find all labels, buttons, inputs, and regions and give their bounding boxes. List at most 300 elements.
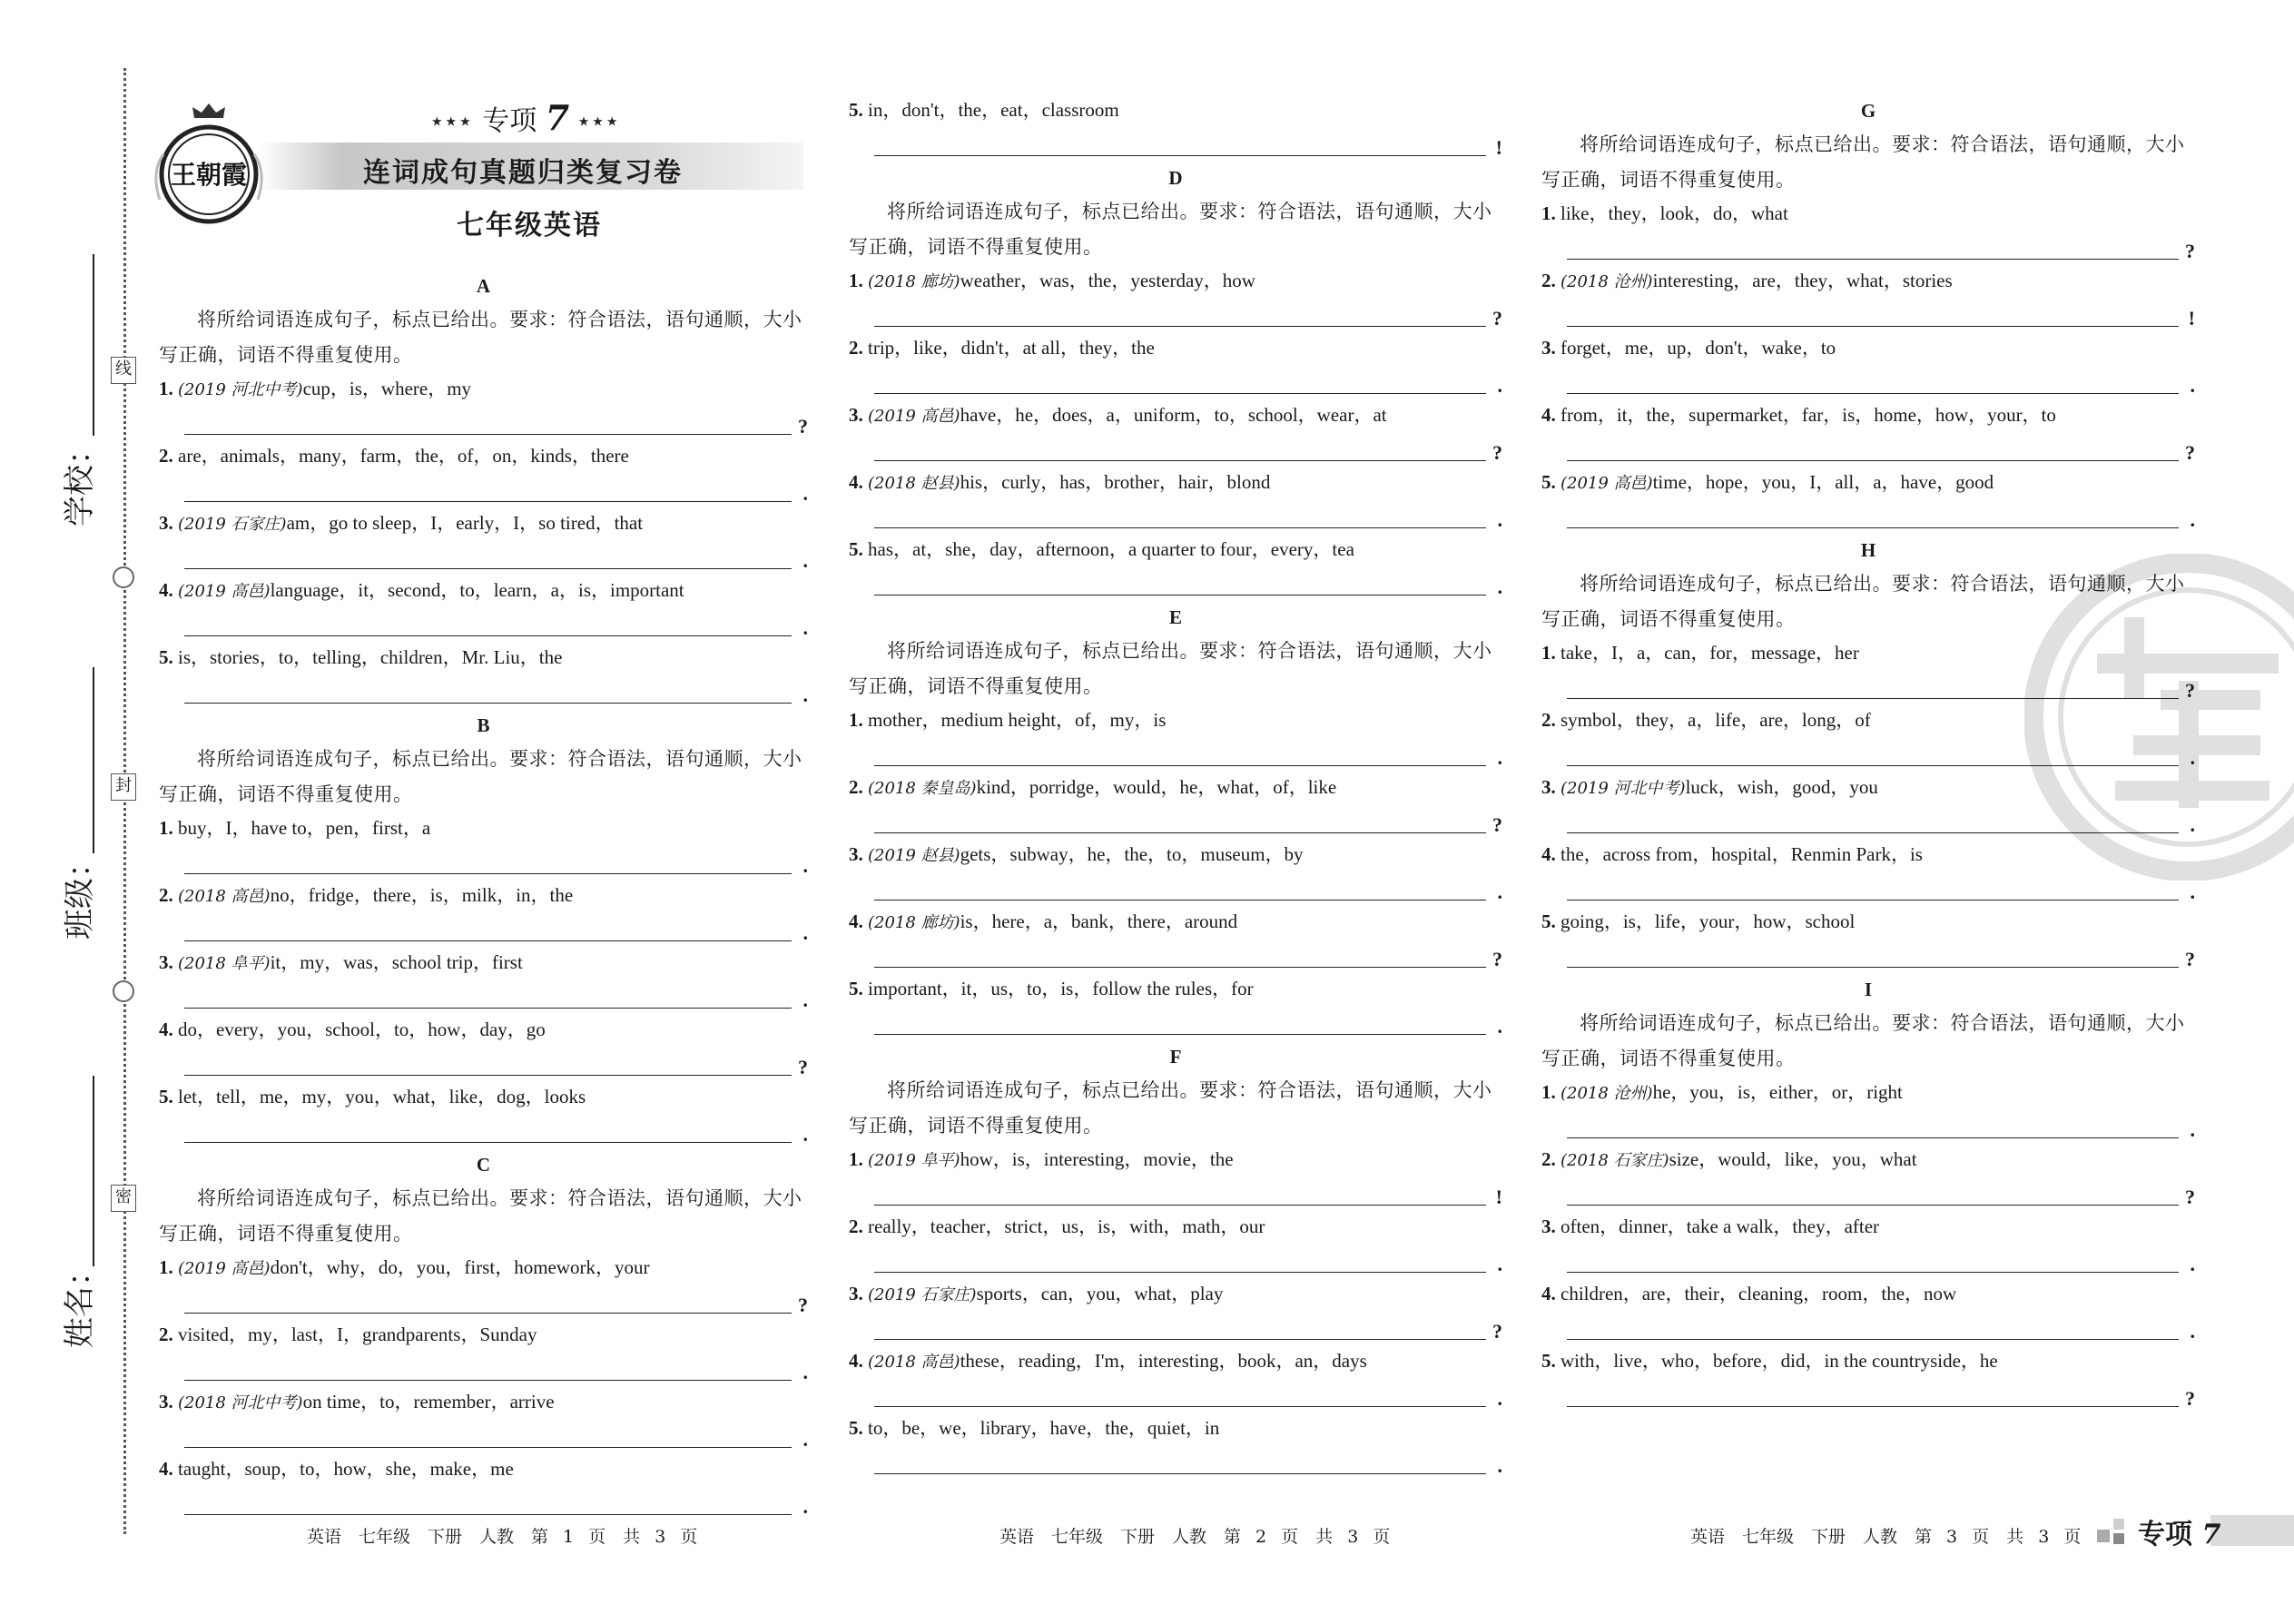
answer-line[interactable]	[874, 1272, 1486, 1273]
question-number: 3.	[1541, 337, 1556, 359]
question-words: sports，can，you，what，play	[976, 1283, 1224, 1304]
question-source: (2019 河北中考)	[178, 380, 303, 399]
end-punctuation: ?	[2185, 1387, 2195, 1410]
answer-line[interactable]	[874, 393, 1486, 394]
question-item	[159, 947, 808, 978]
answer-line[interactable]	[874, 1473, 1486, 1474]
question-item	[159, 1252, 808, 1283]
answer-blank[interactable]	[849, 430, 1502, 467]
answer-blank[interactable]	[159, 471, 808, 507]
question-words: weather，was，the，yesterday，how	[960, 270, 1255, 291]
answer-blank[interactable]	[159, 1283, 808, 1319]
answer-line[interactable]	[1567, 1137, 2179, 1138]
question-words: kind，porridge，would，he，what，of，like	[976, 776, 1337, 798]
end-punctuation: .	[802, 482, 808, 505]
question-words: has，at，she，day，afternoon，a quarter to four，every，tea	[868, 538, 1354, 560]
answer-blank[interactable]	[849, 565, 1502, 601]
question-item	[159, 440, 808, 471]
question-words: don't，why，do，you，first，homework，your	[270, 1256, 650, 1278]
answer-blank[interactable]	[849, 735, 1502, 772]
end-punctuation: !	[2188, 307, 2195, 330]
end-punctuation: .	[802, 989, 808, 1011]
question-item	[1541, 1144, 2195, 1175]
answer-line[interactable]	[874, 1406, 1486, 1407]
answer-blank[interactable]	[159, 404, 808, 440]
name-field[interactable]	[54, 1076, 109, 1348]
end-punctuation: .	[1497, 881, 1502, 903]
question-number: 3.	[849, 404, 863, 426]
answer-line[interactable]	[874, 460, 1486, 461]
answer-blank[interactable]	[159, 1112, 808, 1148]
question-number: 3.	[1541, 776, 1556, 798]
question-number: 2.	[159, 445, 173, 467]
end-punctuation: .	[2190, 813, 2195, 836]
question-item	[1541, 637, 2195, 668]
answer-blank[interactable]	[159, 1484, 808, 1521]
logo-lettering: 王朝霞	[170, 160, 248, 190]
question-item	[159, 1081, 808, 1112]
question-number: 4.	[849, 471, 863, 493]
answer-blank[interactable]	[849, 125, 1502, 162]
question-item	[159, 1014, 808, 1045]
question-number: 2.	[1541, 709, 1556, 731]
section-instruction: 将所给词语连成句子，标点已给出。要求：符合语法，语句通顺，大小写正确，词语不得重复使用。	[849, 1079, 1492, 1137]
question-words: is，here，a，bank，there，around	[960, 910, 1238, 932]
end-punctuation: .	[2190, 374, 2195, 397]
question-item	[1541, 772, 2195, 802]
question-number: 4.	[159, 579, 173, 601]
answer-line[interactable]	[874, 765, 1486, 766]
end-punctuation: .	[2190, 746, 2195, 769]
special-badge	[431, 97, 620, 138]
question-words: luck，wish，good，you	[1685, 776, 1878, 798]
question-words: forget，me，up，don't，wake，to	[1561, 337, 1836, 359]
question-number: 1.	[849, 1148, 863, 1170]
question-item	[849, 265, 1502, 296]
question-item	[1541, 704, 2195, 735]
answer-blank[interactable]	[1541, 1242, 2195, 1278]
question-words: taught，soup，to，how，she，make，me	[178, 1458, 514, 1480]
question-item	[159, 1386, 808, 1417]
question-words: is，stories，to，telling，children，Mr. Liu，the	[178, 646, 563, 668]
question-words: gets，subway，he，the，to，museum，by	[960, 843, 1304, 865]
question-source: (2019 高邑)	[1561, 474, 1653, 493]
end-punctuation: .	[1497, 1015, 1502, 1038]
question-item	[849, 839, 1502, 870]
answer-blank[interactable]	[1541, 802, 2195, 839]
end-punctuation: .	[1497, 1387, 1502, 1410]
question-words: really，teacher，strict，us，is，with，math，our	[868, 1216, 1265, 1237]
seal-char-xian: 线	[111, 357, 136, 384]
question-source: (2018 赵县)	[868, 474, 960, 493]
question-words: trip，like，didn't，at all，they，the	[868, 337, 1155, 359]
answer-line[interactable]	[874, 1034, 1486, 1035]
question-item	[849, 772, 1502, 802]
question-item	[849, 1211, 1502, 1242]
end-punctuation: .	[2190, 508, 2195, 531]
question-words: symbol，they，a，life，are，long，of	[1561, 709, 1871, 731]
end-punctuation: ?	[2185, 1186, 2195, 1208]
answer-line[interactable]	[1567, 1339, 2179, 1340]
school-line[interactable]	[93, 254, 94, 436]
question-number: 1.	[159, 1256, 173, 1278]
answer-blank[interactable]	[159, 538, 808, 575]
answer-line[interactable]	[1567, 527, 2179, 528]
answer-blank[interactable]	[849, 1004, 1502, 1040]
section-title: G	[1860, 100, 1876, 122]
question-source: (2018 沧州)	[1561, 1084, 1653, 1103]
answer-line[interactable]	[184, 1142, 792, 1143]
end-punctuation: .	[1497, 576, 1502, 598]
answer-line[interactable]	[1567, 765, 2179, 766]
school-field[interactable]	[54, 254, 109, 527]
answer-line[interactable]	[1567, 832, 2179, 833]
question-item	[849, 906, 1502, 937]
section-title: H	[1860, 539, 1876, 561]
answer-blank[interactable]	[849, 296, 1502, 332]
question-words: his，curly，has，brother，hair，blond	[960, 471, 1271, 493]
answer-blank[interactable]	[849, 802, 1502, 839]
answer-line[interactable]	[1567, 326, 2179, 327]
section-instruction: 将所给词语连成句子，标点已给出。要求：符合语法，语句通顺，大小写正确，词语不得重复使用。	[1541, 1012, 2185, 1069]
question-item	[849, 704, 1502, 735]
class-label: 班级：	[62, 847, 98, 940]
answer-line[interactable]	[184, 1313, 792, 1314]
question-words: in，don't，the，eat，classroom	[868, 99, 1119, 121]
answer-line[interactable]	[184, 501, 792, 502]
answer-blank[interactable]	[1541, 430, 2195, 467]
question-words: do，every，you，school，to，how，day，go	[178, 1019, 546, 1040]
answer-blank[interactable]	[849, 1242, 1502, 1278]
answer-line[interactable]	[874, 900, 1486, 901]
end-punctuation: ?	[798, 1294, 808, 1316]
answer-line[interactable]	[184, 568, 792, 569]
question-item	[1541, 839, 2195, 870]
answer-blank[interactable]	[1541, 735, 2195, 772]
end-punctuation: ?	[1492, 948, 1502, 970]
column-1	[159, 270, 808, 1521]
question-source: (2018 廊坊)	[868, 913, 960, 932]
school-label: 学校：	[62, 434, 98, 527]
answer-blank[interactable]	[159, 843, 808, 880]
question-number: 3.	[849, 1283, 863, 1304]
question-number: 1.	[1541, 202, 1556, 224]
binding-margin	[0, 0, 150, 1624]
question-number: 5.	[849, 1417, 863, 1439]
section-instruction: 将所给词语连成句子，标点已给出。要求：符合语法，语句通顺，大小写正确，词语不得重复使用。	[849, 640, 1492, 697]
section-title: A	[476, 275, 491, 297]
question-number: 4.	[159, 1458, 173, 1480]
question-number: 2.	[1541, 270, 1556, 291]
question-source: (2019 阜平)	[868, 1151, 960, 1170]
answer-line[interactable]	[1567, 1406, 2179, 1407]
answer-line[interactable]	[874, 832, 1486, 833]
footer-page-3: 英语 七年级 下册 人教 第 3 页 共 3 页	[1690, 1527, 2082, 1547]
end-punctuation: .	[802, 549, 808, 572]
answer-line[interactable]	[184, 1008, 792, 1009]
question-number: 2.	[159, 884, 173, 906]
answer-line[interactable]	[184, 635, 792, 636]
answer-line[interactable]	[1567, 1272, 2179, 1273]
question-number: 1.	[159, 817, 173, 839]
end-punctuation: .	[802, 684, 808, 706]
end-punctuation: ?	[798, 1056, 808, 1078]
answer-line[interactable]	[874, 155, 1486, 156]
section-title: E	[1168, 606, 1182, 628]
question-words: he，you，is，either，or，right	[1652, 1081, 1903, 1103]
end-punctuation: .	[802, 616, 808, 639]
question-source: (2019 高邑)	[868, 407, 960, 426]
answer-line[interactable]	[874, 1205, 1486, 1206]
star-icon: ★★★	[431, 114, 474, 130]
end-punctuation: ?	[1492, 1320, 1502, 1343]
question-words: cup，is，where，my	[302, 378, 472, 399]
question-number: 2.	[849, 1216, 863, 1237]
answer-blank[interactable]	[1541, 363, 2195, 399]
seal-dot	[113, 566, 134, 588]
end-punctuation: ?	[2185, 679, 2195, 702]
class-line[interactable]	[93, 667, 94, 853]
question-number: 1.	[849, 709, 863, 731]
question-item	[159, 575, 808, 605]
question-number: 2.	[1541, 1148, 1556, 1170]
answer-line[interactable]	[1567, 900, 2179, 901]
section-instruction: 将所给词语连成句子，标点已给出。要求：符合语法，语句通顺，大小写正确，词语不得重复使用。	[159, 748, 802, 805]
question-source: (2018 石家庄)	[1561, 1151, 1669, 1170]
answer-line[interactable]	[184, 940, 792, 941]
end-punctuation: ?	[2185, 948, 2195, 970]
corner-band	[2210, 1515, 2294, 1546]
question-item	[849, 1144, 1502, 1175]
question-item	[849, 1345, 1502, 1376]
question-source: (2019 赵县)	[868, 846, 960, 865]
question-item	[1541, 1345, 2195, 1376]
name-line[interactable]	[93, 1076, 94, 1266]
end-punctuation: .	[1497, 746, 1502, 769]
question-item	[1541, 906, 2195, 937]
corner-label	[2138, 1511, 2220, 1551]
corner-label-number: 7	[2201, 1519, 2221, 1550]
answer-line[interactable]	[874, 527, 1486, 528]
answer-blank[interactable]	[1541, 1175, 2195, 1211]
section-title: I	[1864, 979, 1873, 1000]
end-punctuation: ?	[798, 415, 808, 438]
question-item	[1541, 1211, 2195, 1242]
answer-line[interactable]	[874, 967, 1486, 968]
answer-blank[interactable]	[849, 497, 1502, 534]
answer-line[interactable]	[1567, 259, 2179, 260]
question-number: 5.	[159, 646, 173, 668]
answer-blank[interactable]	[849, 1175, 1502, 1211]
question-number: 5.	[159, 1086, 173, 1107]
answer-line[interactable]	[184, 1075, 792, 1076]
answer-blank[interactable]	[849, 1376, 1502, 1412]
answer-line[interactable]	[1567, 967, 2179, 968]
end-punctuation: .	[1497, 508, 1502, 531]
question-number: 5.	[1541, 471, 1556, 493]
main-title: 连词成句真题归类复习卷	[363, 157, 683, 189]
end-punctuation: .	[2190, 1118, 2195, 1141]
question-words: language，it，second，to，learn，a，is，important	[270, 579, 684, 601]
end-punctuation: .	[1497, 1253, 1502, 1275]
question-source: (2018 河北中考)	[178, 1393, 303, 1412]
answer-blank[interactable]	[1541, 1376, 2195, 1412]
question-item	[849, 332, 1502, 363]
answer-blank[interactable]	[1541, 1309, 2195, 1345]
question-words: no，fridge，there，is，milk，in，the	[270, 884, 574, 906]
sub-title: 七年级英语	[457, 210, 602, 241]
question-words: going，is，life，your，how，school	[1561, 910, 1856, 932]
section-instruction: 将所给词语连成句子，标点已给出。要求：符合语法，语句通顺，大小写正确，词语不得重复使用。	[159, 1187, 802, 1245]
question-number: 4.	[1541, 1283, 1556, 1304]
question-source: (2019 高邑)	[178, 582, 271, 601]
end-punctuation: ?	[1492, 441, 1502, 464]
answer-blank[interactable]	[159, 978, 808, 1014]
question-number: 2.	[159, 1324, 173, 1345]
answer-blank[interactable]	[1541, 229, 2195, 265]
question-number: 1.	[1541, 642, 1556, 664]
answer-blank[interactable]	[849, 937, 1502, 973]
answer-line[interactable]	[874, 1339, 1486, 1340]
end-punctuation: .	[802, 1495, 808, 1518]
class-field[interactable]	[54, 667, 109, 940]
question-number: 1.	[159, 378, 173, 399]
end-punctuation: !	[1495, 136, 1502, 159]
answer-blank[interactable]	[1541, 668, 2195, 704]
end-punctuation: .	[802, 1361, 808, 1383]
publisher-logo	[154, 100, 263, 231]
question-number: 3.	[849, 843, 863, 865]
question-item	[849, 534, 1502, 565]
end-punctuation: ?	[2185, 240, 2195, 262]
question-number: 1.	[849, 270, 863, 291]
cut-line	[123, 68, 126, 1534]
question-source: (2018 廊坊)	[868, 272, 960, 291]
answer-line[interactable]	[1567, 393, 2179, 394]
special-number: 7	[545, 97, 570, 138]
section-instruction: 将所给词语连成句子，标点已给出。要求：符合语法，语句通顺，大小写正确，词语不得重复使用。	[1541, 133, 2185, 191]
question-item	[159, 642, 808, 673]
answer-line[interactable]	[184, 703, 792, 704]
question-item	[849, 399, 1502, 430]
question-words: interesting，are，they，what，stories	[1652, 270, 1953, 291]
question-number: 2.	[849, 337, 863, 359]
answer-line[interactable]	[874, 326, 1486, 327]
question-number: 3.	[159, 951, 173, 973]
question-words: how，is，interesting，movie，the	[960, 1148, 1234, 1170]
answer-line[interactable]	[184, 1447, 792, 1448]
special-label: 专项	[482, 105, 537, 137]
question-item	[159, 507, 808, 538]
name-label: 姓名：	[62, 1255, 98, 1348]
question-source: (2019 石家庄)	[868, 1285, 977, 1304]
answer-blank[interactable]	[159, 1417, 808, 1453]
answer-blank[interactable]	[849, 363, 1502, 399]
question-words: visited，my，last，I，grandparents，Sunday	[178, 1324, 537, 1345]
section-title: C	[476, 1154, 491, 1176]
answer-blank[interactable]	[849, 1309, 1502, 1345]
section-instruction: 将所给词语连成句子，标点已给出。要求：符合语法，语句通顺，大小写正确，词语不得重复使用。	[849, 201, 1492, 258]
question-item	[1541, 198, 2195, 229]
question-words: important，it，us，to，is，follow the rules，for	[868, 978, 1254, 999]
star-icon: ★★★	[577, 114, 621, 130]
question-source: (2018 高邑)	[178, 887, 271, 906]
question-source: (2018 阜平)	[178, 954, 271, 973]
question-words: are，animals，many，farm，the，of，on，kinds，there	[178, 445, 629, 467]
column-2	[849, 94, 1502, 1480]
question-words: on time，to，remember，arrive	[302, 1391, 555, 1412]
question-words: it，my，was，school trip，first	[270, 951, 523, 973]
question-item	[1541, 467, 2195, 497]
section-title: D	[1168, 167, 1183, 189]
seal-char-feng: 封	[111, 773, 136, 801]
end-punctuation: .	[2190, 1320, 2195, 1343]
question-item	[849, 94, 1502, 125]
question-number: 5.	[849, 538, 863, 560]
answer-blank[interactable]	[849, 1443, 1502, 1480]
question-words: from，it，the，supermarket，far，is，home，how，your，to	[1561, 404, 2056, 426]
footer-page-2: 英语 七年级 下册 人教 第 2 页 共 3 页	[999, 1527, 1391, 1547]
answer-blank[interactable]	[1541, 1107, 2195, 1144]
end-punctuation: .	[802, 1123, 808, 1146]
answer-line[interactable]	[184, 873, 792, 874]
end-punctuation: !	[1495, 1186, 1502, 1208]
answer-blank[interactable]	[1541, 937, 2195, 973]
end-punctuation: ?	[1492, 307, 1502, 330]
answer-line[interactable]	[184, 1380, 792, 1381]
section-title: B	[477, 714, 490, 736]
answer-blank[interactable]	[159, 1045, 808, 1081]
answer-line[interactable]	[184, 1514, 792, 1515]
corner-badge	[2097, 1511, 2294, 1548]
end-punctuation: .	[1497, 374, 1502, 397]
question-item	[1541, 332, 2195, 363]
question-words: mother，medium height，of，my，is	[868, 709, 1167, 731]
page-header	[150, 86, 822, 250]
question-item	[1541, 399, 2195, 430]
question-number: 3.	[1541, 1216, 1556, 1237]
corner-label-text: 专项	[2138, 1519, 2192, 1550]
answer-line[interactable]	[184, 434, 792, 435]
question-item	[1541, 1077, 2195, 1107]
answer-blank[interactable]	[849, 870, 1502, 906]
answer-blank[interactable]	[159, 910, 808, 947]
question-words: let，tell，me，my，you，what，like，dog，looks	[178, 1086, 586, 1107]
footer-page-1: 英语 七年级 下册 人教 第 1 页 共 3 页	[307, 1527, 698, 1547]
question-source: (2018 秦皇岛)	[868, 779, 977, 798]
question-words: often，dinner，take a walk，they，after	[1561, 1216, 1880, 1237]
answer-blank[interactable]	[159, 1350, 808, 1386]
question-number: 3.	[159, 1391, 173, 1412]
question-words: am，go to sleep，I，early，I，so tired，that	[286, 512, 644, 534]
answer-blank[interactable]	[159, 605, 808, 642]
answer-blank[interactable]	[159, 673, 808, 709]
answer-blank[interactable]	[1541, 296, 2195, 332]
answer-line[interactable]	[1567, 1205, 2179, 1206]
question-number: 4.	[849, 910, 863, 932]
question-words: buy，I，have to，pen，first，a	[178, 817, 431, 839]
answer-blank[interactable]	[1541, 870, 2195, 906]
answer-line[interactable]	[1567, 460, 2179, 461]
seal-char-mi: 密	[111, 1185, 136, 1212]
question-words: like，they，look，do，what	[1561, 202, 1788, 224]
end-punctuation: ?	[2185, 441, 2195, 464]
end-punctuation: .	[802, 921, 808, 944]
end-punctuation: .	[1497, 1454, 1502, 1477]
section-title: F	[1169, 1046, 1182, 1068]
answer-blank[interactable]	[1541, 497, 2195, 534]
answer-line[interactable]	[1567, 698, 2179, 699]
